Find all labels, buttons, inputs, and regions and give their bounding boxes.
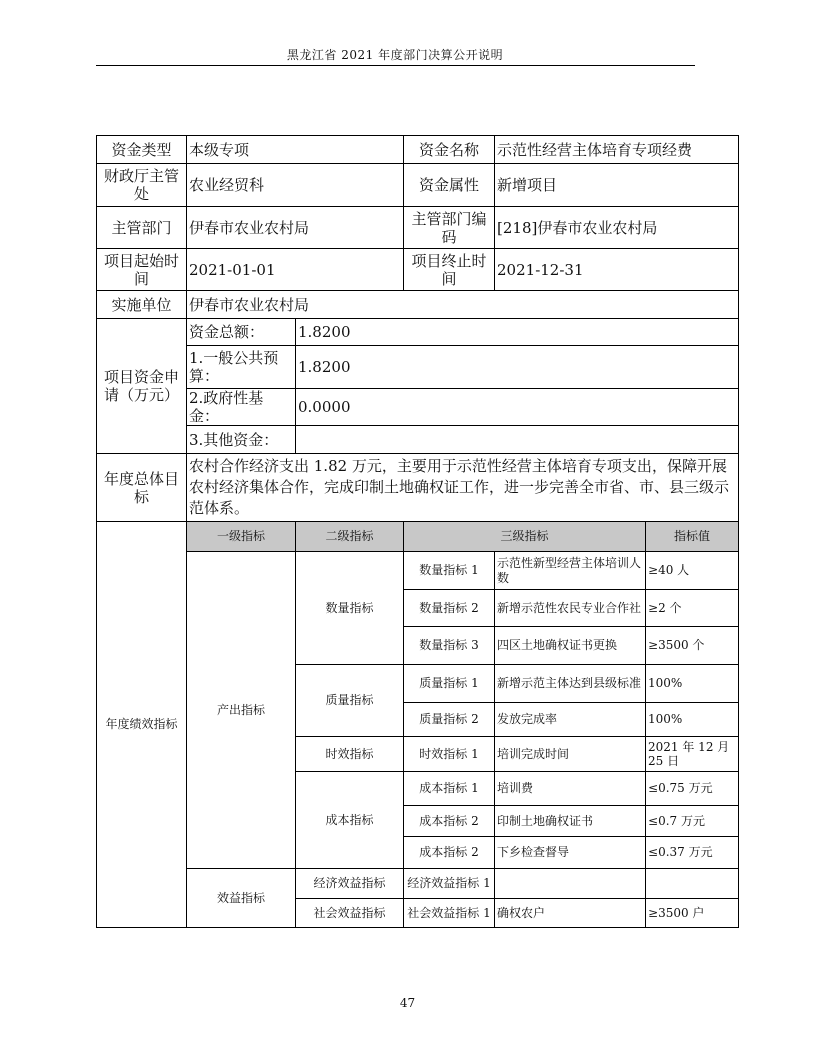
funding-gov-value: 0.0000: [296, 389, 739, 426]
authority-value: 伊春市农业农村局: [187, 207, 404, 249]
indicator-name: 数量指标 3: [404, 627, 495, 665]
header-level2: 二级指标: [296, 522, 404, 552]
indicator-name: 质量指标 2: [404, 703, 495, 737]
main-table: [96, 135, 739, 928]
header-level1: 一级指标: [187, 522, 296, 552]
performance-label: 年度绩效指标: [97, 522, 187, 928]
dept-label: 财政厅主管处: [97, 164, 187, 207]
table-row: [97, 346, 739, 389]
indicator-value: ≥3500 户: [646, 899, 739, 928]
attr-label: 资金属性: [404, 164, 495, 207]
table-row: [97, 164, 739, 207]
funding-general-label: 1.一般公共预算：: [187, 346, 296, 389]
indicator-value: ≤0.75 万元: [646, 772, 739, 806]
fund-name-label: 资金名称: [404, 136, 495, 164]
table-row: [97, 454, 739, 522]
goal-label: 年度总体目标: [97, 454, 187, 522]
funding-other-value: [296, 426, 739, 454]
indicator-name: 经济效益指标 1: [404, 869, 495, 899]
indicator-name: 社会效益指标 1: [404, 899, 495, 928]
funding-other-label: 3.其他资金：: [187, 426, 296, 454]
level2-quantity: 数量指标: [296, 552, 404, 665]
indicator-value: 100%: [646, 665, 739, 703]
page-header: 黑龙江省 2021 年度部门决算公开说明: [286, 48, 504, 62]
attr-value: 新增项目: [495, 164, 739, 207]
authority-code-value: [218]伊春市农业农村局: [495, 207, 739, 249]
indicator-name: 成本指标 2: [404, 837, 495, 869]
table-row: [97, 319, 739, 346]
level2-quality: 质量指标: [296, 665, 404, 737]
authority-label: 主管部门: [97, 207, 187, 249]
unit-value: 伊春市农业农村局: [187, 291, 739, 319]
goal-text: 农村合作经济支出 1.82 万元，主要用于示范性经营主体培育专项支出，保障开展农村经济集体合作，完成印制土地确权证工作，进一步完善全市省、市、县三级示范体系。: [187, 454, 739, 522]
level2-economic: 经济效益指标: [296, 869, 404, 899]
fund-name-value: 示范性经营主体培育专项经费: [495, 136, 739, 164]
header-level3: 三级指标: [404, 522, 646, 552]
indicator-name: 数量指标 1: [404, 552, 495, 590]
unit-label: 实施单位: [97, 291, 187, 319]
end-label: 项目终止时间: [404, 249, 495, 291]
funding-total-label: 资金总额：: [187, 319, 296, 346]
indicator-desc: 四区土地确权证书更换: [495, 627, 646, 665]
table-row: [97, 522, 739, 552]
header-rule: [96, 65, 695, 66]
level2-timeliness: 时效指标: [296, 737, 404, 772]
indicator-desc: 示范性新型经营主体培训人数: [495, 552, 646, 590]
indicator-value: ≥40 人: [646, 552, 739, 590]
indicator-value: [646, 869, 739, 899]
indicator-value: 100%: [646, 703, 739, 737]
indicator-desc: 确权农户: [495, 899, 646, 928]
table-row: [97, 426, 739, 454]
indicator-desc: [495, 869, 646, 899]
table-row: [97, 136, 739, 164]
indicator-name: 质量指标 1: [404, 665, 495, 703]
table-row: [97, 249, 739, 291]
level1-output: 产出指标: [187, 552, 296, 869]
indicator-desc: 培训费: [495, 772, 646, 806]
table-row: [97, 389, 739, 426]
indicator-name: 时效指标 1: [404, 737, 495, 772]
indicator-desc: 印制土地确权证书: [495, 806, 646, 837]
indicator-desc: 新增示范主体达到县级标准: [495, 665, 646, 703]
table-row: [97, 291, 739, 319]
start-label: 项目起始时间: [97, 249, 187, 291]
header-value: 指标值: [646, 522, 739, 552]
start-value: 2021-01-01: [187, 249, 404, 291]
table-row: [97, 207, 739, 249]
level2-social: 社会效益指标: [296, 899, 404, 928]
indicator-name: 成本指标 2: [404, 806, 495, 837]
table-row: [97, 869, 739, 899]
fund-type-label: 资金类型: [97, 136, 187, 164]
indicator-value: ≥2 个: [646, 590, 739, 627]
funding-label: 项目资金申请（万元）: [97, 319, 187, 454]
funding-general-value: 1.8200: [296, 346, 739, 389]
indicator-desc: 发放完成率: [495, 703, 646, 737]
indicator-desc: 下乡检查督导: [495, 837, 646, 869]
funding-total-value: 1.8200: [296, 319, 739, 346]
indicator-value: 2021 年 12 月 25 日: [646, 737, 739, 772]
table-row: [97, 552, 739, 590]
authority-code-label: 主管部门编码: [404, 207, 495, 249]
indicator-desc: 培训完成时间: [495, 737, 646, 772]
level2-cost: 成本指标: [296, 772, 404, 869]
indicator-value: ≤0.7 万元: [646, 806, 739, 837]
end-value: 2021-12-31: [495, 249, 739, 291]
level1-benefit: 效益指标: [187, 869, 296, 928]
indicator-name: 数量指标 2: [404, 590, 495, 627]
indicator-value: ≤0.37 万元: [646, 837, 739, 869]
funding-gov-label: 2.政府性基金：: [187, 389, 296, 426]
indicator-value: ≥3500 个: [646, 627, 739, 665]
fund-type-value: 本级专项: [187, 136, 404, 164]
dept-value: 农业经贸科: [187, 164, 404, 207]
indicator-name: 成本指标 1: [404, 772, 495, 806]
page-number: 47: [399, 996, 416, 1010]
indicator-desc: 新增示范性农民专业合作社: [495, 590, 646, 627]
